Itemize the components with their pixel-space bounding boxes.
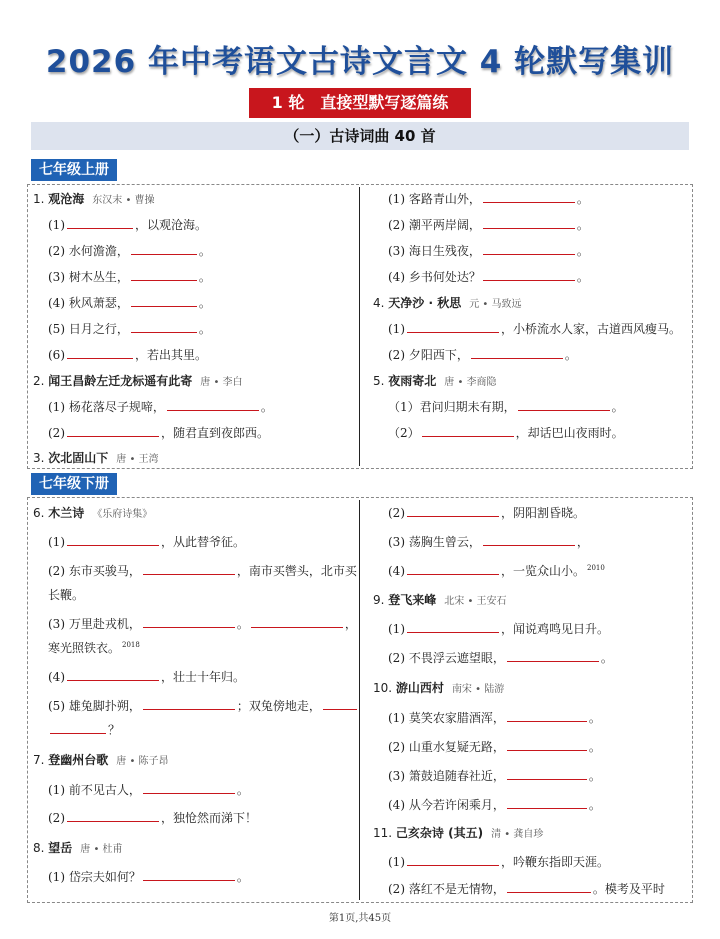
answer-blank[interactable] [407,320,499,333]
poem-line: (2) 潮平两岸阔， 。 [388,218,589,232]
poem-line: (3) 海日生残夜， 。 [388,244,589,258]
poem-line: (5) 雄兔脚扑朔， ；双兔傍地走， [48,697,359,714]
poem-line: (4) ，壮士十年归。 [48,670,246,684]
answer-blank[interactable] [483,533,575,546]
poem-box-upper [27,184,693,469]
answer-blank[interactable] [483,242,575,255]
answer-blank[interactable] [507,649,599,662]
page-footer: 第1页,共45页 [328,913,392,924]
poem-line: (1) ，吟鞭东指即天涯。 [388,855,610,869]
poem-line: (2) 水何澹澹， 。 [48,244,211,258]
answer-blank[interactable] [507,880,591,893]
poem-heading: 7. 登幽州台歌 唐 • 陈子昂 [33,753,169,767]
answer-blank[interactable] [483,216,575,229]
poem-line: (1) ，从此替爷征。 [48,535,246,549]
round-banner [249,88,471,118]
poem-heading: 11. 己亥杂诗 (其五) 清 • 龚自珍 [373,826,544,840]
poem-line: (2) ，阴阳割昏晓。 [388,506,586,520]
poem-box-lower [27,497,693,903]
poem-line: (2) 落红不是无情物， 。模考及平时 [388,882,665,896]
section-header: （一）古诗词曲 40 首 [31,122,689,150]
poem-line: (1) 客路青山外， 。 [388,192,589,206]
answer-blank[interactable] [67,424,159,437]
answer-blank[interactable] [407,504,499,517]
answer-blank[interactable] [507,767,587,780]
year-note: 2018 [122,641,140,649]
poem-line: (4) 乡书何处达？ 。 [388,270,589,284]
poem-line: (5) 日月之行， 。 [48,322,211,336]
page-title: 2026 年中考语文古诗文言文 4 轮默写集训 [45,44,675,80]
answer-blank[interactable] [131,320,197,333]
answer-blank[interactable] [483,190,575,203]
poem-line: (1) ，小桥流水人家，古道西风瘦马。 [388,322,682,336]
poem-line: (1) ，闻说鸡鸣见日升。 [388,622,610,636]
answer-blank[interactable] [323,697,357,710]
answer-blank[interactable] [131,242,197,255]
poem-heading: 9. 登飞来峰 北宋 • 王安石 [373,593,507,607]
poem-line: (4) 秋风萧瑟， 。 [48,296,211,310]
poem-line: (3) 荡胸生曾云， ， [388,535,589,549]
poem-heading: 5. 夜雨寄北 唐 • 李商隐 [373,374,497,388]
poem-line: ？ [48,721,120,738]
grade-tag-lower: 七年级下册 [31,473,117,495]
answer-blank[interactable] [67,533,159,546]
answer-blank[interactable] [407,620,499,633]
poem-line: (2) 山重水复疑无路， 。 [388,740,601,754]
answer-blank[interactable] [422,424,514,437]
poem-line: (4) ，一览众山小。 $^{2010}$ [388,564,605,578]
column-divider [359,500,360,900]
answer-blank[interactable] [507,796,587,809]
poem-line: (3) 树木丛生， 。 [48,270,211,284]
poem-line: (2) 不畏浮云遮望眼， 。 [388,651,613,665]
poem-heading: 3. 次北固山下 唐 • 王湾 [33,451,159,465]
poem-line: （1）君问归期未有期， 。 [388,400,624,414]
poem-line: (6) ，若出其里。 [48,348,208,362]
answer-blank[interactable] [167,398,259,411]
poem-line: 寒光照铁衣。 $^{2018}$ [48,641,140,655]
poem-heading: 4. 天净沙 · 秋思 元 • 马致远 [373,296,522,310]
year-note: 2010 [587,564,605,572]
poem-line: (1) 前不见古人， 。 [48,783,249,797]
answer-blank[interactable] [143,868,235,881]
poem-heading: 1. 观沧海 东汉末 • 曹操 [33,192,155,206]
answer-blank[interactable] [518,398,610,411]
poem-line: (1) 岱宗夫如何？ 。 [48,870,249,884]
answer-blank[interactable] [407,853,499,866]
poem-heading: 10. 游山西村 南宋 • 陆游 [373,681,505,695]
round-label: 1 轮 [271,93,305,112]
poem-line: (4) 从今若许闲乘月， 。 [388,798,601,812]
answer-blank[interactable] [507,738,587,751]
answer-blank[interactable] [143,615,235,628]
poem-heading: 8. 望岳 唐 • 杜甫 [33,841,123,855]
answer-blank[interactable] [471,346,563,359]
poem-line: (1) 莫笑农家腊酒浑， 。 [388,711,601,725]
answer-blank[interactable] [143,697,235,710]
poem-line: (2) ，独怆然而涕下！ [48,811,258,825]
column-divider [359,187,360,466]
answer-blank[interactable] [67,668,159,681]
answer-blank[interactable] [251,615,343,628]
grade-tag-upper: 七年级上册 [31,159,117,181]
answer-blank[interactable] [67,809,159,822]
poem-heading: 2. 闻王昌龄左迁龙标遥有此寄 唐 • 李白 [33,374,243,388]
poem-line: (1) ，以观沧海。 [48,218,208,232]
answer-blank[interactable] [67,346,133,359]
answer-blank[interactable] [143,781,235,794]
answer-blank[interactable] [483,268,575,281]
poem-line: (2) ，随君直到夜郎西。 [48,426,270,440]
answer-blank[interactable] [507,709,587,722]
round-description: 直接型默写逐篇练 [320,93,449,112]
answer-blank[interactable] [143,562,235,575]
poem-line: 长鞭。 [48,588,85,602]
poem-line: (1) 杨花落尽子规啼， 。 [48,400,273,414]
answer-blank[interactable] [131,294,197,307]
answer-blank[interactable] [407,562,499,575]
poem-heading: 6. 木兰诗 《乐府诗集》 [33,506,153,520]
answer-blank[interactable] [67,216,133,229]
poem-line: (3) 箫鼓追随春社近， 。 [388,769,601,783]
poem-line: (3) 万里赴戎机， 。 ， [48,617,357,631]
poem-line: (2) 东市买骏马， ，南市买辔头，北市买 [48,564,357,578]
poem-line: （2） ，却话巴山夜雨时。 [388,426,624,440]
poem-line: (2) 夕阳西下， 。 [388,348,577,362]
answer-blank[interactable] [131,268,197,281]
answer-blank[interactable] [50,721,106,734]
